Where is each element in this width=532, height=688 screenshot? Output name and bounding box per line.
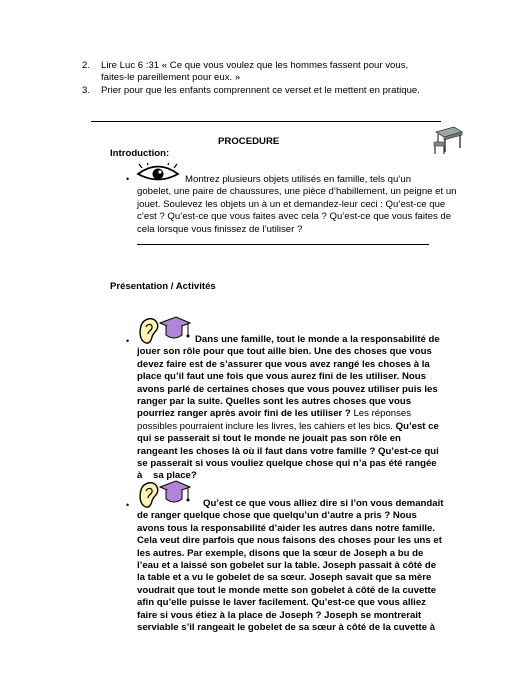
- bold-text: pourriez ranger après avoir fini de les utiliser ?: [137, 408, 351, 420]
- paragraph-line: Cela veut dire parfois que nous faisons des choses pour les uns et: [137, 535, 442, 547]
- activity-2-paragraph: [137, 498, 451, 634]
- paragraph-line: jouer son rôle pour que tout aille bien. Une des choses que vous: [137, 346, 432, 358]
- paragraph-line: avons parlé de certaines choses que vous pouvez utiliser puis les: [137, 383, 438, 395]
- paragraph-line: place qu’il faut une fois que vous aurez fini de les utiliser. Nous: [137, 371, 426, 383]
- activity-1-first-line: Dans une famille, tout le monde a la responsabilité de: [195, 334, 440, 345]
- paragraph-line: devez faire est de s’assurer que vous avez rangé les choses à la: [137, 358, 430, 370]
- intro-first-line: Montrez plusieurs objets utilisés en famille, tels qu’un: [185, 174, 412, 185]
- paragraph-line: avons tous la responsabilité d’aider les autres dans notre famille.: [137, 522, 436, 534]
- paragraph-line: à sa place?: [137, 470, 197, 482]
- school-desk-icon: [432, 124, 466, 156]
- numbered-list: [82, 60, 462, 97]
- intro-line: c’est ? Qu’est-ce que vous faites avec cela ? Qu’est-ce que vous faites de: [137, 211, 452, 223]
- paragraph-line: afin qu’elle puisse le laver facilement. Qu’est-ce que vous alliez: [137, 597, 426, 609]
- paragraph-line: rangeant les choses là où il faut dans votre famille ? Qu’est-ce qui: [137, 445, 439, 457]
- list-text-line: faites-le pareillement pour eux. »: [101, 72, 241, 84]
- procedure-title: PROCEDURE: [218, 136, 280, 147]
- paragraph-line: de ranger quelque chose que quelqu’un d’autre a pris ? Nous: [137, 510, 417, 522]
- paragraph-line: l’eau et a laissé son gobelet sur la table. Joseph passait à côté de: [137, 560, 437, 572]
- paragraph-line: la table et a vu le gobelet de sa sœur. Joseph savait que sa mère: [137, 572, 432, 584]
- intro-paragraph: [137, 174, 457, 236]
- bullet: •: [126, 500, 130, 510]
- paragraph-line: faire si vous étiez à la place de Joseph ? Joseph se montrerait: [137, 609, 422, 621]
- bold-text: Qu’est ce: [395, 420, 439, 432]
- section-divider: [137, 244, 429, 245]
- list-number: 3.: [82, 84, 91, 96]
- bullet: •: [126, 174, 130, 184]
- list-text-line: Prier pour que les enfants comprennent ce verset et le mettent en pratique.: [101, 84, 420, 96]
- list-item-2: [82, 60, 462, 85]
- list-text-line: Lire Luc 6 :31 « Ce que vous voulez que les hommes fassent pour vous,: [101, 60, 409, 71]
- introduction-heading: Introduction:: [110, 148, 170, 159]
- bullet: •: [126, 336, 130, 346]
- regular-text: possibles pourraient inclure les livres, les cahiers et les bics.: [137, 420, 393, 432]
- activity-1-paragraph: [137, 334, 451, 483]
- paragraph-line: qui se passerait si tout le monde ne jouait pas son rôle en: [137, 433, 401, 445]
- paragraph-line: voudrait que tout le monde mette son gobelet à côté de la cuvette: [137, 584, 437, 596]
- intro-line: jouet. Soulevez les objets un à un et demandez-leur ceci : Qu’est-ce que: [137, 198, 446, 210]
- paragraph-line-mixed: [137, 421, 451, 433]
- intro-line: cela lorsque vous finissez de l’utiliser ?: [137, 223, 303, 235]
- paragraph-line-mixed: [137, 408, 451, 420]
- activity-2-first-line: Qu’est ce que vous alliez dire si l’on vous demandait: [203, 498, 444, 509]
- section-divider: [91, 121, 441, 122]
- intro-line: gobelet, une paire de chaussures, une pièce d’habillement, un peigne et un: [137, 186, 457, 198]
- paragraph-line: serviable s’il rangeait le gobelet de sa sœur à côté de la cuvette à: [137, 622, 436, 634]
- regular-text: Les réponses: [353, 408, 412, 420]
- paragraph-line: se passerait si vous vouliez quelque chose qui n’a pas été rangée: [137, 458, 437, 470]
- list-item-3: [82, 85, 462, 97]
- paragraph-line: ranger par la suite. Quelles sont les autres choses que vous: [137, 396, 412, 408]
- list-number: 2.: [82, 60, 91, 71]
- paragraph-line: les autres. Par exemple, disons que la sœur de Joseph a bu de: [137, 547, 424, 559]
- presentation-heading: Présentation / Activités: [110, 281, 216, 292]
